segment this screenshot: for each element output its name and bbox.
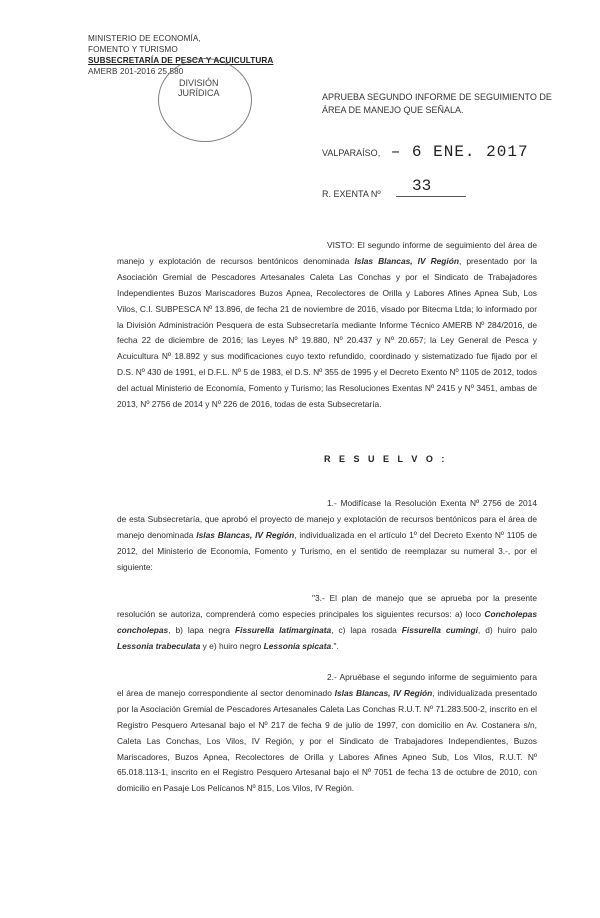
stamp-line: DIVISIÓN [179,78,219,88]
visto-text-cont: , presentado por la Asociación Gremial de Pescadores Artesanales Caleta Las Conchas y por el Sindicato de Trabajadores Independientes Buzos Mariscadores Buzos Apnea, Recolectores de Orilla y Labores Afines Apnea Sub, Los Vilos, C.I. SUBPESCA Nº 13.896, de fecha 21 de noviembre de 2016, visado por Bitecma Ltda; lo informado por la División Administración Pesquera de esta Subsecretaría mediante Informe Técnico AMERB Nº 284/2016, de fecha 22 de diciembre de 2016; las Leyes Nº 19.880, Nº 20.437 y Nº 20.657; la Ley General de Pesca y Acuicultura Nº 18.892 y sus modificaciones cuyo texto refundido, coordinado y sistematizado fue fijado por el D.S. Nº 430 de 1991, el D.F.L. Nº 5 de 1983, el D.S. Nº 355 de 1995 y el Decreto Exento Nº 1105 de 2012, todos del actual Ministerio de Economía, Fomento y Turismo; las Resoluciones Exentas Nº 2415 y Nº 3451, ambas de 2013, Nº 2756 de 2014 y Nº 226 de 2016, todas de esta Subsecretaría. [117,255,538,410]
article-1-quote [117,591,537,655]
resolution-subject [322,91,552,117]
quote-paragraph [117,591,537,655]
article-text: 2.- Apruébase el segundo informe de seguimiento para el área de manejo correspondiente al sector denominado [117,672,537,698]
file-reference: AMERB 201-2016 25.580 [88,67,184,76]
stamped-date: – 6 ENE. 2017 [390,143,529,161]
article-2 [117,670,537,797]
species-name: Fissurella cumingi [401,624,478,635]
division-stamp-seal [158,58,252,142]
area-name: Islas Blancas, IV Región [354,255,459,266]
species-name: Fissurella latimarginata [235,624,332,635]
visto-paragraph [117,238,537,413]
ministry-line: MINISTERIO DE ECONOMÍA, [88,34,201,43]
date-line [322,143,529,161]
subsecretaria-line: SUBSECRETARÍA DE PESCA Y ACUICULTURA [88,56,274,65]
city: VALPARAÍSO, [322,148,381,158]
division-stamp-text [178,78,220,98]
species-name: Lessonia trabeculata [117,640,201,651]
subject-line: APRUEBA SEGUNDO INFORME DE SEGUIMIENTO DE [322,92,552,102]
subject-line: ÁREA DE MANEJO QUE SEÑALA. [322,105,464,115]
quote-text: , b) lapa negra [168,624,231,635]
resolution-number: 33 [412,177,432,195]
article-text: 1.- Modifícase la Resolución Exenta Nº 2756 de 2014 de esta Subsecretaría, que aprobó el proyecto de manejo y explotación de recursos bentónicos para el área de manejo denominada [117,498,537,540]
article-1-paragraph [117,496,537,576]
visto-text: VISTO: El segundo informe de seguimiento del área de manejo y explotación de recursos bentónicos denominada [117,240,537,266]
area-name: Islas Blancas, IV Región [334,687,433,698]
quote-text: "3.- El plan de manejo que se aprueba por la presente resolución se autoriza, comprenderá como especies principales los siguientes recursos: a) loco [117,593,537,619]
exenta-label: R. EXENTA Nº [322,189,381,199]
visto-section [117,238,537,413]
number-underline [396,196,466,197]
species-name: Concholepas concholepas [117,608,537,635]
stamp-line: JURÍDICA [178,88,220,98]
ministry-line: FOMENTO Y TURISMO [88,45,178,54]
article-text-cont: , individualizada presentado por la Asociación Gremial de Pescadores Artesanales Caleta Las Conchas R.U.T. Nº 71.283.500-2, inscrito en el Registro Pesquero Artesanal bajo el Nº 217 de fecha 9 de julio de 1997, con domicilio en Av. Costanera s/n, Caleta Las Conchas, Los Vilos, IV Región, y por el Sindicato de Trabajadores Independientes, Buzos Mariscadores, Buzos Apnea, Recolectores de Orilla y Labores Afines Apneo Sub, Los Vilos, R.U.T. Nº 65.018.113-1, inscrito en el Registro Pesquero Artesanal bajo el Nº 7051 de fecha 13 de octubre de 2010, con domicilio en Pasaje Los Pelícanos Nº 815, Los Vilos, IV Región. [117,687,537,794]
article-2-paragraph [117,670,537,797]
article-text-cont: , individualizada en el artículo 1º del Decreto Exento Nº 1105 de 2012, del Ministerio de Economía, Fomento y Turismo, en el sentido de reemplazar su numeral 3.-, por el siguiente: [117,529,537,572]
article-1 [117,496,537,576]
resuelvo-heading: R E S U E L V O : [324,454,448,464]
quote-text: .". [331,640,339,651]
resolution-number-line [322,177,432,199]
quote-text: , d) huiro palo [477,624,537,635]
quote-text: , c) lapa rosada [331,624,397,635]
species-name: Lessonia spicata [263,640,332,651]
quote-text: y e) huiro negro [202,640,262,651]
area-name: Islas Blancas, IV Región [196,529,295,540]
